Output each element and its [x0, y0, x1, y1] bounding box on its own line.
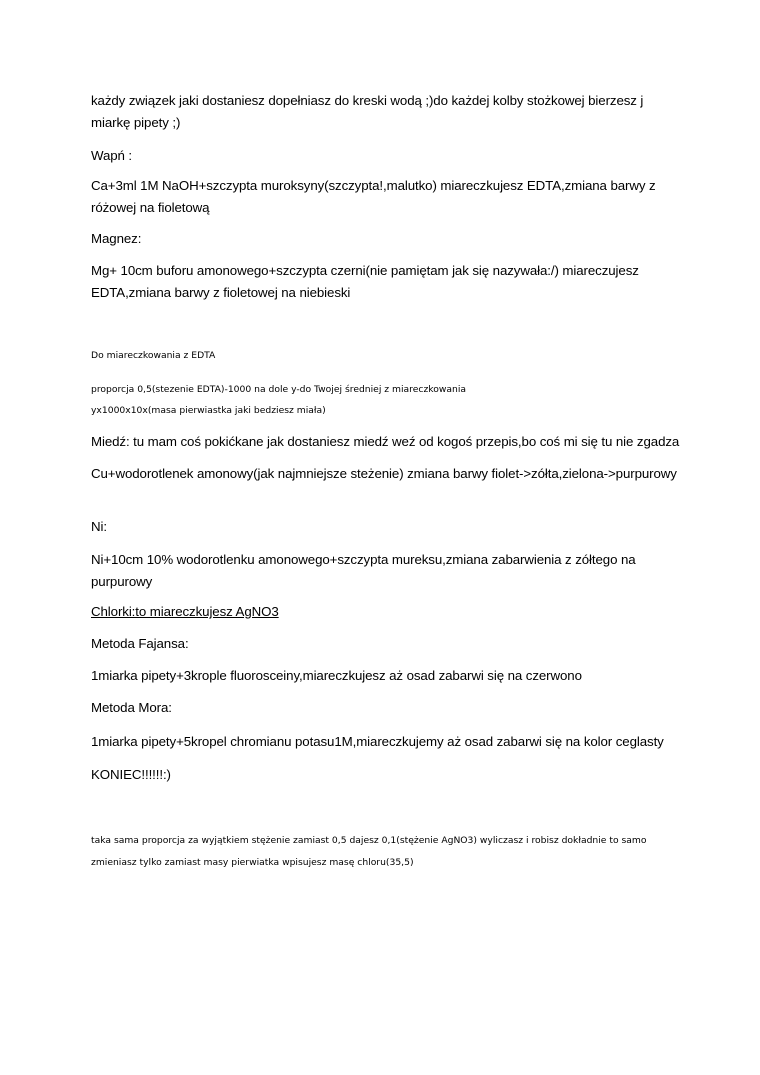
copper-heading: Miedź: tu mam coś pokićkane jak dostaniesz miedź weź od kogoś przepis,bo coś mi się tu nie zgadza	[91, 434, 680, 449]
chlorides-heading: Chlorki:to miareczkujesz AgNO3	[91, 604, 279, 619]
intro-paragraph: każdy związek jaki dostaniesz dopełniasz do kreski wodą ;)do każdej kolby stożkowej bierzesz j miarkę pipety ;)	[91, 93, 644, 130]
fajans-procedure: 1miarka pipety+3krople fluorosceiny,miareczkujesz aż osad zabarwi się na czerwono	[91, 668, 582, 683]
fajans-heading: Metoda Fajansa:	[91, 636, 189, 651]
footer-note-2: zmieniasz tylko zamiast masy pierwiatka wpisujesz masę chloru(35,5)	[91, 857, 414, 868]
end-text: KONIEC!!!!!!:)	[91, 767, 171, 782]
calcium-procedure: Ca+3ml 1M NaOH+szczypta muroksyny(szczypta!,malutko) miareczkujesz EDTA,zmiana barwy z różowej na fioletową	[91, 178, 656, 215]
calcium-heading: Wapń :	[91, 148, 133, 163]
mohr-procedure: 1miarka pipety+5kropel chromianu potasu1M,miareczkujemy aż osad zabarwi się na kolor ceglasty	[91, 734, 664, 749]
magnesium-heading: Magnez:	[91, 231, 142, 246]
footer-note-1: taka sama proporcja za wyjątkiem stężenie zamiast 0,5 dajesz 0,1(stężenie AgNO3) wyliczasz i robisz dokładnie to samo	[91, 835, 647, 846]
edta-note-formula: yx1000x10x(masa pierwiastka jaki bedziesz miała)	[91, 405, 326, 416]
mohr-heading: Metoda Mora:	[91, 700, 172, 715]
edta-note-title: Do miareczkowania z EDTA	[91, 350, 216, 361]
copper-procedure: Cu+wodorotlenek amonowy(jak najmniejsze steżenie) zmiana barwy fiolet->zółta,zielona->purpurowy	[91, 466, 677, 481]
nickel-heading: Ni:	[91, 519, 107, 534]
edta-note-proportion: proporcja 0,5(stezenie EDTA)-1000 na dole y-do Twojej średniej z miareczkowania	[91, 384, 467, 395]
nickel-procedure: Ni+10cm 10% wodorotlenku amonowego+szczypta mureksu,zmiana zabarwienia z zółtego na purpurowy	[91, 552, 636, 589]
magnesium-procedure: Mg+ 10cm buforu amonowego+szczypta czerni(nie pamiętam jak się nazywała:/) miareczujesz EDTA,zmiana barwy z fioletowej na niebieski	[91, 263, 639, 300]
